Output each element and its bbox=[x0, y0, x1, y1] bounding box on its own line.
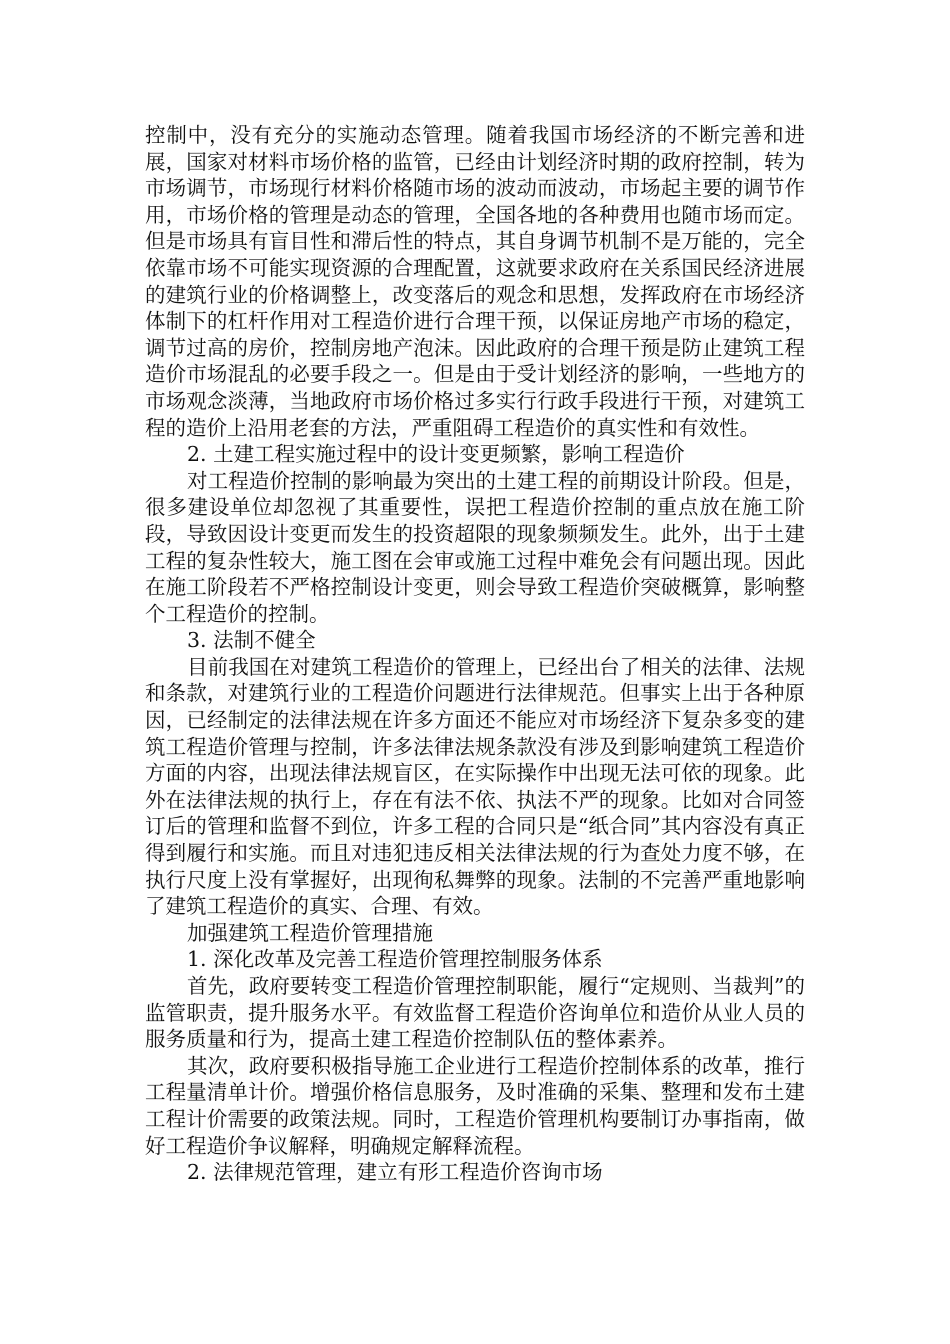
body-paragraph: 目前我国在对建筑工程造价的管理上，已经出台了相关的法律、法规和条款，对建筑行业的工程造价问题进行法律规范。但事实上出于各种原因，已经制定的法律法规在许多方面还不能应对市场经济下复杂多变的建筑工程造价管理与控制，许多法律法规条款没有涉及到影响建筑工程造价方面的内容，出现法律法规盲区，在实际操作中出现无法可依的现象。此外在法律法规的执行上，存在有法不依、执法不严的现象。比如对合同签订后的管理和监督不到位，许多工程的合同只是“纸合同”其内容没有真正得到履行和实施。而且对违犯违反相关法律法规的行为查处力度不够，在执行尺度上没有掌握好，出现徇私舞弊的现象。法制的不完善严重地影响了建筑工程造价的真实、合理、有效。 bbox=[145, 654, 805, 919]
section-heading: 1. 深化改革及完善工程造价管理控制服务体系 bbox=[187, 947, 603, 972]
section-heading: 2. 土建工程实施过程中的设计变更频繁，影响工程造价 bbox=[187, 442, 685, 467]
section-heading: 3. 法制不健全 bbox=[187, 628, 316, 653]
body-paragraph: 对工程造价控制的影响最为突出的土建工程的前期设计阶段。但是，很多建设单位却忽视了其重要性，误把工程造价控制的重点放在施工阶段，导致因设计变更而发生的投资超限的现象频频发生。此外，出于土建工程的复杂性较大，施工图在会审或施工过程中难免会有问题出现。因此在施工阶段若不严格控制设计变更，则会导致工程造价突破概算，影响整个工程造价的控制。 bbox=[145, 468, 805, 626]
body-paragraph: 其次，政府要积极指导施工企业进行工程造价控制体系的改革，推行工程量清单计价。增强价格信息服务，及时准确的采集、整理和发布土建工程计价需要的政策法规。同时，工程造价管理机构要制订办事指南，做好工程造价争议解释，明确规定解释流程。 bbox=[145, 1053, 805, 1158]
body-paragraph: 控制中，没有充分的实施动态管理。随着我国市场经济的不断完善和进展，国家对材料市场价格的监管，已经由计划经济时期的政府控制，转为市场调节，市场现行材料价格随市场的波动而波动，市场起主要的调节作用，市场价格的管理是动态的管理，全国各地的各种费用也随市场而定。但是市场具有盲目性和滞后性的特点，其自身调节机制不是万能的，完全依靠市场不可能实现资源的合理配置，这就要求政府在关系国民经济进展的建筑行业的价格调整上，改变落后的观念和思想，发挥政府在市场经济体制下的杠杆作用对工程造价进行合理干预，以保证房地产市场的稳定，调节过高的房价，控制房地产泡沫。因此政府的合理干预是防止建筑工程造价市场混乱的必要手段之一。但是由于受计划经济的影响，一些地方的市场观念淡薄，当地政府市场价格过多实行行政手段进行干预，对建筑工程的造价上沿用老套的方法，严重阻碍工程造价的真实性和有效性。 bbox=[145, 123, 805, 440]
section-heading: 加强建筑工程造价管理措施 bbox=[187, 920, 433, 945]
body-paragraph: 首先，政府要转变工程造价管理控制职能，履行“定规则、当裁判”的监管职责，提升服务水平。有效监督工程造价咨询单位和造价从业人员的服务质量和行为，提高土建工程造价控制队伍的整体素养。 bbox=[145, 974, 805, 1052]
section-heading: 2. 法律规范管理，建立有形工程造价咨询市场 bbox=[187, 1160, 603, 1185]
document-body bbox=[145, 122, 805, 1186]
